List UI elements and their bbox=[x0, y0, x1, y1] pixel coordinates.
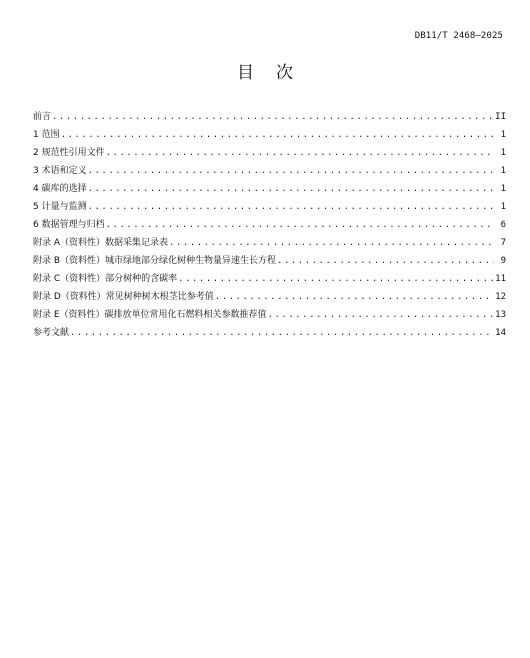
toc-entry-label: 2 规范性引用文件 bbox=[33, 148, 105, 158]
toc-entry-label: 附录 B（资料性）城市绿地部分绿化树种生物量异速生长方程 bbox=[33, 256, 277, 266]
toc-entry-page: 12 bbox=[495, 292, 506, 302]
toc-leader-dots bbox=[106, 144, 494, 162]
toc-entry-appendix-d[interactable] bbox=[33, 288, 506, 306]
toc-entry-label: 前言 bbox=[33, 112, 52, 122]
toc-entry-bibliography[interactable] bbox=[33, 324, 506, 342]
toc-entry-label: 5 计量与监测 bbox=[33, 202, 87, 212]
toc-entry-label: 1 范围 bbox=[33, 130, 60, 140]
toc-leader-dots bbox=[61, 126, 494, 144]
toc-entry-page: 6 bbox=[500, 220, 506, 230]
toc-leader-dots bbox=[70, 324, 493, 342]
toc-entry-data-management[interactable] bbox=[33, 216, 506, 234]
toc-leader-dots bbox=[52, 108, 493, 126]
toc-entry-page: 1 bbox=[500, 166, 506, 176]
document-code: DB11/T 2468—2025 bbox=[414, 31, 503, 41]
toc-leader-dots bbox=[215, 288, 493, 306]
toc-entry-label: 3 术语和定义 bbox=[33, 166, 87, 176]
toc-leader-dots bbox=[88, 162, 494, 180]
toc-entry-label: 附录 D（资料性）常见树种树木根茎比参考值 bbox=[33, 292, 214, 302]
toc-entry-page: 1 bbox=[500, 130, 506, 140]
toc-leader-dots bbox=[178, 270, 493, 288]
toc-entry-measurement-monitoring[interactable] bbox=[33, 198, 506, 216]
toc-entry-page: 13 bbox=[495, 310, 506, 320]
toc-entry-page: 1 bbox=[500, 202, 506, 212]
toc-list bbox=[33, 108, 506, 342]
toc-entry-scope[interactable] bbox=[33, 126, 506, 144]
toc-entry-normative-references[interactable] bbox=[33, 144, 506, 162]
toc-leader-dots bbox=[169, 234, 494, 252]
toc-entry-label: 参考文献 bbox=[33, 328, 70, 338]
toc-entry-page: 11 bbox=[495, 274, 506, 284]
toc-entry-page: 1 bbox=[500, 148, 506, 158]
toc-leader-dots bbox=[106, 216, 494, 234]
toc-leader-dots bbox=[88, 180, 494, 198]
toc-entry-page: 7 bbox=[500, 238, 506, 248]
toc-title: 目次 bbox=[237, 63, 315, 83]
toc-entry-label: 附录 C（资料性）部分树种的含碳率 bbox=[33, 274, 178, 284]
toc-entry-page: 1 bbox=[500, 184, 506, 194]
toc-entry-page: II bbox=[495, 112, 506, 122]
toc-entry-page: 14 bbox=[495, 328, 506, 338]
toc-entry-appendix-b[interactable] bbox=[33, 252, 506, 270]
toc-entry-carbon-pool-selection[interactable] bbox=[33, 180, 506, 198]
toc-entry-terms-definitions[interactable] bbox=[33, 162, 506, 180]
toc-entry-label: 附录 E（资料性）碳排放单位常用化石燃料相关参数推荐值 bbox=[33, 310, 267, 320]
toc-entry-foreword[interactable] bbox=[33, 108, 506, 126]
toc-leader-dots bbox=[268, 306, 494, 324]
toc-entry-label: 4 碳库的选择 bbox=[33, 184, 87, 194]
toc-entry-label: 6 数据管理与归档 bbox=[33, 220, 105, 230]
toc-entry-appendix-a[interactable] bbox=[33, 234, 506, 252]
toc-entry-label: 附录 A（资料性）数据采集记录表 bbox=[33, 238, 169, 248]
toc-entry-appendix-c[interactable] bbox=[33, 270, 506, 288]
toc-entry-page: 9 bbox=[500, 256, 506, 266]
toc-leader-dots bbox=[277, 252, 494, 270]
toc-entry-appendix-e[interactable] bbox=[33, 306, 506, 324]
toc-leader-dots bbox=[88, 198, 494, 216]
